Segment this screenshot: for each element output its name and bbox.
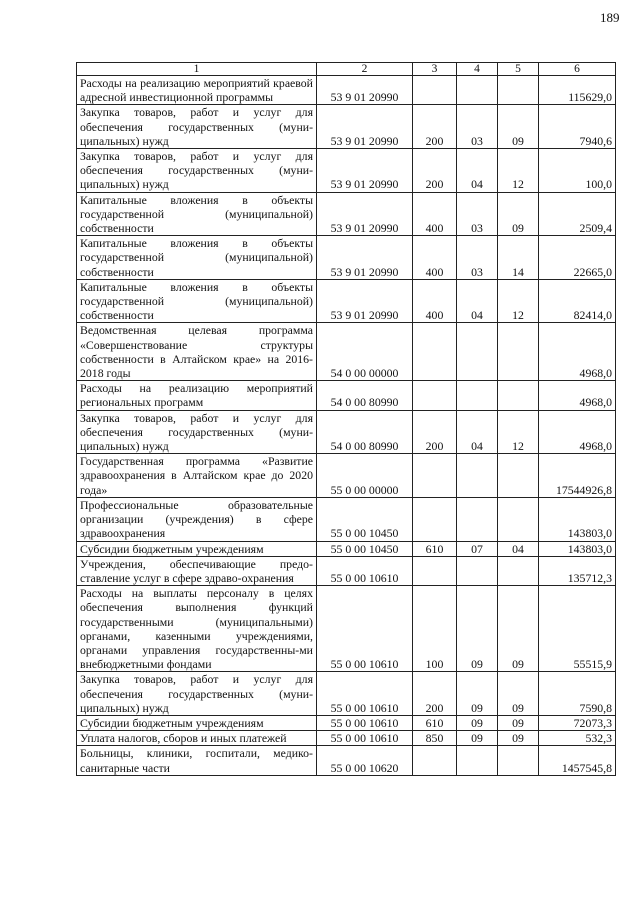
row-name: Субсидии бюджетным учреждениям bbox=[77, 541, 317, 556]
row-amount: 532,3 bbox=[539, 731, 616, 746]
row-name: Капитальные вложения в объекты государственной (муниципальной) собственности bbox=[77, 236, 317, 280]
table-row bbox=[77, 192, 616, 236]
row-amount: 72073,3 bbox=[539, 715, 616, 730]
row-name: Закупка товаров, работ и услуг для обеспечения государственных (муни-ципальных) нужд bbox=[77, 410, 317, 454]
row-col4 bbox=[457, 76, 498, 105]
row-amount: 143803,0 bbox=[539, 497, 616, 541]
row-code: 53 9 01 20990 bbox=[317, 149, 413, 193]
table-row bbox=[77, 381, 616, 410]
row-code: 53 9 01 20990 bbox=[317, 76, 413, 105]
row-col4: 03 bbox=[457, 192, 498, 236]
row-code: 55 0 00 10450 bbox=[317, 541, 413, 556]
row-col4: 07 bbox=[457, 541, 498, 556]
row-col3: 200 bbox=[413, 672, 457, 716]
row-code: 53 9 01 20990 bbox=[317, 192, 413, 236]
row-code: 55 0 00 10610 bbox=[317, 672, 413, 716]
row-col3 bbox=[413, 497, 457, 541]
row-col5: 09 bbox=[498, 192, 539, 236]
row-code: 55 0 00 00000 bbox=[317, 454, 413, 498]
row-name: Закупка товаров, работ и услуг для обеспечения государственных (муни-ципальных) нужд bbox=[77, 105, 317, 149]
row-code: 55 0 00 10610 bbox=[317, 715, 413, 730]
row-amount: 7590,8 bbox=[539, 672, 616, 716]
column-header-6: 6 bbox=[539, 63, 616, 76]
row-col3: 200 bbox=[413, 410, 457, 454]
table-row bbox=[77, 323, 616, 381]
row-col5: 12 bbox=[498, 410, 539, 454]
row-name: Профессиональные образовательные организации (учреждения) в сфере здравоохранения bbox=[77, 497, 317, 541]
row-amount: 22665,0 bbox=[539, 236, 616, 280]
table-row bbox=[77, 497, 616, 541]
row-col3: 400 bbox=[413, 279, 457, 323]
row-col5: 04 bbox=[498, 541, 539, 556]
row-amount: 4968,0 bbox=[539, 323, 616, 381]
row-col5 bbox=[498, 746, 539, 775]
row-name: Государственная программа «Развитие здравоохранения в Алтайском крае до 2020 года» bbox=[77, 454, 317, 498]
row-col3: 610 bbox=[413, 715, 457, 730]
row-code: 54 0 00 80990 bbox=[317, 381, 413, 410]
row-col4: 09 bbox=[457, 672, 498, 716]
column-header-5: 5 bbox=[498, 63, 539, 76]
row-col4: 04 bbox=[457, 279, 498, 323]
table-row bbox=[77, 149, 616, 193]
row-amount: 55515,9 bbox=[539, 586, 616, 672]
row-col5 bbox=[498, 381, 539, 410]
row-name: Расходы на реализацию мероприятий региональных программ bbox=[77, 381, 317, 410]
row-col3: 400 bbox=[413, 192, 457, 236]
row-col4 bbox=[457, 497, 498, 541]
row-code: 53 9 01 20990 bbox=[317, 279, 413, 323]
row-name: Ведомственная целевая программа «Совершенствование структуры собственности в Алтайском крае» на 2016-2018 годы bbox=[77, 323, 317, 381]
row-amount: 2509,4 bbox=[539, 192, 616, 236]
row-col4 bbox=[457, 323, 498, 381]
page-number: 189 bbox=[600, 10, 620, 25]
row-amount: 143803,0 bbox=[539, 541, 616, 556]
row-name: Капитальные вложения в объекты государственной (муниципальной) собственности bbox=[77, 192, 317, 236]
table-row bbox=[77, 105, 616, 149]
column-header-2: 2 bbox=[317, 63, 413, 76]
table-row bbox=[77, 454, 616, 498]
row-name: Расходы на реализацию мероприятий краевой адресной инвестиционной программы bbox=[77, 76, 317, 105]
row-col5: 09 bbox=[498, 715, 539, 730]
row-col4: 03 bbox=[457, 105, 498, 149]
header-row bbox=[77, 63, 616, 76]
table-row bbox=[77, 556, 616, 585]
row-code: 53 9 01 20990 bbox=[317, 105, 413, 149]
table-row bbox=[77, 672, 616, 716]
row-col5 bbox=[498, 76, 539, 105]
row-code: 53 9 01 20990 bbox=[317, 236, 413, 280]
row-name: Уплата налогов, сборов и иных платежей bbox=[77, 731, 317, 746]
column-header-1: 1 bbox=[77, 63, 317, 76]
table-row bbox=[77, 279, 616, 323]
row-name: Субсидии бюджетным учреждениям bbox=[77, 715, 317, 730]
row-col3 bbox=[413, 381, 457, 410]
row-name: Капитальные вложения в объекты государственной (муниципальной) собственности bbox=[77, 279, 317, 323]
row-col3: 100 bbox=[413, 586, 457, 672]
row-col3: 850 bbox=[413, 731, 457, 746]
row-col5: 12 bbox=[498, 149, 539, 193]
table-row bbox=[77, 541, 616, 556]
row-code: 55 0 00 10620 bbox=[317, 746, 413, 775]
table-row bbox=[77, 410, 616, 454]
row-col3 bbox=[413, 76, 457, 105]
row-col4: 09 bbox=[457, 715, 498, 730]
row-col5 bbox=[498, 556, 539, 585]
row-col5: 09 bbox=[498, 731, 539, 746]
row-col5: 12 bbox=[498, 279, 539, 323]
table-row bbox=[77, 236, 616, 280]
row-amount: 4968,0 bbox=[539, 381, 616, 410]
row-amount: 82414,0 bbox=[539, 279, 616, 323]
row-col3 bbox=[413, 556, 457, 585]
row-col4 bbox=[457, 454, 498, 498]
row-amount: 100,0 bbox=[539, 149, 616, 193]
row-col4: 09 bbox=[457, 731, 498, 746]
row-name: Закупка товаров, работ и услуг для обеспечения государственных (муни-ципальных) нужд bbox=[77, 672, 317, 716]
row-amount: 1457545,8 bbox=[539, 746, 616, 775]
row-col5: 09 bbox=[498, 586, 539, 672]
row-col4: 04 bbox=[457, 410, 498, 454]
budget-table bbox=[76, 62, 616, 776]
row-code: 54 0 00 80990 bbox=[317, 410, 413, 454]
row-code: 55 0 00 10610 bbox=[317, 586, 413, 672]
row-name: Больницы, клиники, госпитали, медико-санитарные части bbox=[77, 746, 317, 775]
row-amount: 17544926,8 bbox=[539, 454, 616, 498]
row-col3: 200 bbox=[413, 105, 457, 149]
table-row bbox=[77, 715, 616, 730]
column-header-4: 4 bbox=[457, 63, 498, 76]
row-col4: 03 bbox=[457, 236, 498, 280]
row-col5: 09 bbox=[498, 105, 539, 149]
row-col3 bbox=[413, 454, 457, 498]
row-code: 55 0 00 10610 bbox=[317, 731, 413, 746]
row-code: 55 0 00 10610 bbox=[317, 556, 413, 585]
row-col4 bbox=[457, 381, 498, 410]
row-amount: 7940,6 bbox=[539, 105, 616, 149]
row-col3: 610 bbox=[413, 541, 457, 556]
row-col3: 200 bbox=[413, 149, 457, 193]
row-col4: 04 bbox=[457, 149, 498, 193]
row-amount: 4968,0 bbox=[539, 410, 616, 454]
row-col5 bbox=[498, 323, 539, 381]
row-col5 bbox=[498, 454, 539, 498]
column-header-3: 3 bbox=[413, 63, 457, 76]
table-row bbox=[77, 76, 616, 105]
row-col3 bbox=[413, 746, 457, 775]
row-col4: 09 bbox=[457, 586, 498, 672]
row-code: 54 0 00 00000 bbox=[317, 323, 413, 381]
row-code: 55 0 00 10450 bbox=[317, 497, 413, 541]
row-col5: 14 bbox=[498, 236, 539, 280]
row-amount: 115629,0 bbox=[539, 76, 616, 105]
row-col5 bbox=[498, 497, 539, 541]
row-col4 bbox=[457, 746, 498, 775]
row-col4 bbox=[457, 556, 498, 585]
row-name: Учреждения, обеспечивающие предо-ставление услуг в сфере здраво-охранения bbox=[77, 556, 317, 585]
row-col3 bbox=[413, 323, 457, 381]
table-row bbox=[77, 586, 616, 672]
table-row bbox=[77, 731, 616, 746]
row-col3: 400 bbox=[413, 236, 457, 280]
row-name: Закупка товаров, работ и услуг для обеспечения государственных (муни-ципальных) нужд bbox=[77, 149, 317, 193]
table-row bbox=[77, 746, 616, 775]
row-amount: 135712,3 bbox=[539, 556, 616, 585]
row-name: Расходы на выплаты персоналу в целях обеспечения выполнения функций государственными (муниципальными) органами, казенными учреждениями, органами управления государственны-ми внебюджетными фондами bbox=[77, 586, 317, 672]
row-col5: 09 bbox=[498, 672, 539, 716]
